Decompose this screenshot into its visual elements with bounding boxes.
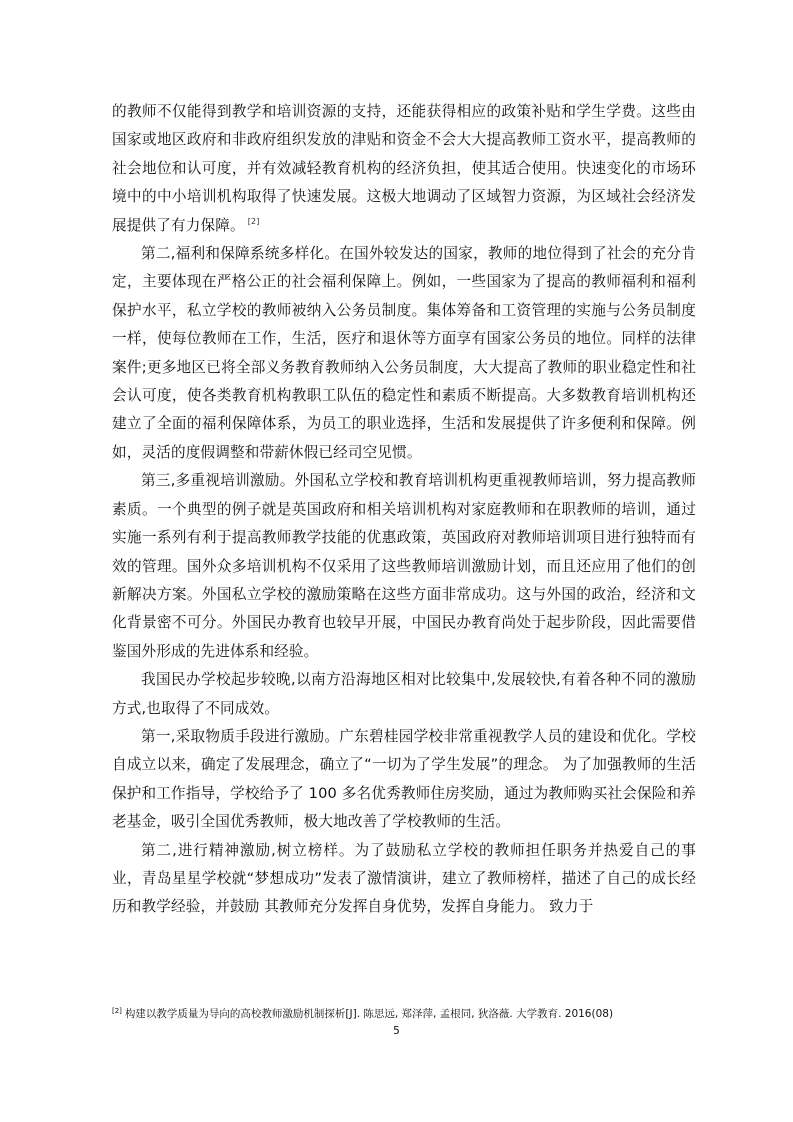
paragraph-4: 我国民办学校起步较晚,以南方沿海地区相对比较集中,发展较快,有着各种不同的激励方式,也取得了不同成效。 — [112, 671, 696, 717]
body-text — [112, 98, 696, 922]
paragraph-1-text: 的教师不仅能得到教学和培训资源的支持，还能获得相应的政策补贴和学生学费。这些由国家或地区政府和非政府组织发放的津贴和资金不会大大提高教师工资水平，提高教师的社会地位和认可度，并有效减轻教育机构的经济负担，使其适合使用。快速变化的市场环境中的中小培训机构取得了快速发展。这极大地调动了区域智力资源，为区域社会经济发展提供了有力保障。 — [112, 103, 696, 234]
paragraph-6: 第二,进行精神激励,树立榜样。为了鼓励私立学校的教师担任职务并热爱自己的事业，青岛星星学校就“梦想成功”发表了激情演讲，建立了教师榜样，描述了自己的成长经历和教学经验，并鼓励 其教师充分发挥自身优势，发挥自身能力。 致力于 — [112, 841, 696, 916]
citation-mark: [2] — [247, 216, 260, 226]
page-number: 5 — [393, 1025, 400, 1037]
paragraph-1 — [112, 98, 696, 240]
paragraph-2: 第二,福利和保障系统多样化。在国外较发达的国家，教师的地位得到了社会的充分肯定，主要体现在严格公正的社会福利保障上。例如，一些国家为了提高的教师福利和福利保护水平，私立学校的教师被纳入公务员制度。集体筹备和工资管理的实施与公务员制度一样，使每位教师在工作，生活，医疗和退休等方面享有国家公务员的地位。同样的法律案件;更多地区已将全部义务教育教师纳入公务员制度，大大提高了教师的职业稳定性和社会认可度，使各类教育机构教职工队伍的稳定性和素质不断提高。大多数教育培训机构还建立了全面的福利保障体系，为员工的职业选择，生活和发展提供了许多便利和保障。例如，灵活的度假调整和带薪休假已经司空见惯。 — [112, 245, 696, 461]
footnote — [112, 1006, 712, 1022]
footnote-mark: [2] — [112, 1006, 122, 1015]
paragraph-3: 第三,多重视培训激励。外国私立学校和教育培训机构更重视教师培训，努力提高教师素质。一个典型的例子就是英国政府和相关培训机构对家庭教师和在职教师的培训，通过实施一系列有利于提高教师教学技能的优惠政策，英国政府对教师培训项目进行独特而有效的管理。国外众多培训机构不仅采用了这些教师培训激励计划，而且还应用了他们的创新解决方案。外国私立学校的激励策略在这些方面非常成功。这与外国的政治，经济和文化背景密不可分。外国民办教育也较早开展，中国民办教育尚处于起步阶段，因此需要借鉴国外形成的先进体系和经验。 — [112, 472, 696, 660]
footnote-text: 构建以教学质量为导向的高校教师激励机制探析[J]. 陈思远, 郑泽萍, 孟根同, 狄洛薇. 大学教育. 2016(08) — [124, 1008, 614, 1020]
paragraph-5: 第一,采取物质手段进行激励。广东碧桂园学校非常重视教学人员的建设和优化。学校自成立以来，确定了发展理念，确立了“一切为了学生发展”的理念。 为了加强教师的生活保护和工作指导，学校给予了 100 多名优秀教师住房奖励，通过为教师购买社会保险和养老基金，吸引全国优秀教师，极大地改善了学校教师的生活。 — [112, 727, 696, 831]
